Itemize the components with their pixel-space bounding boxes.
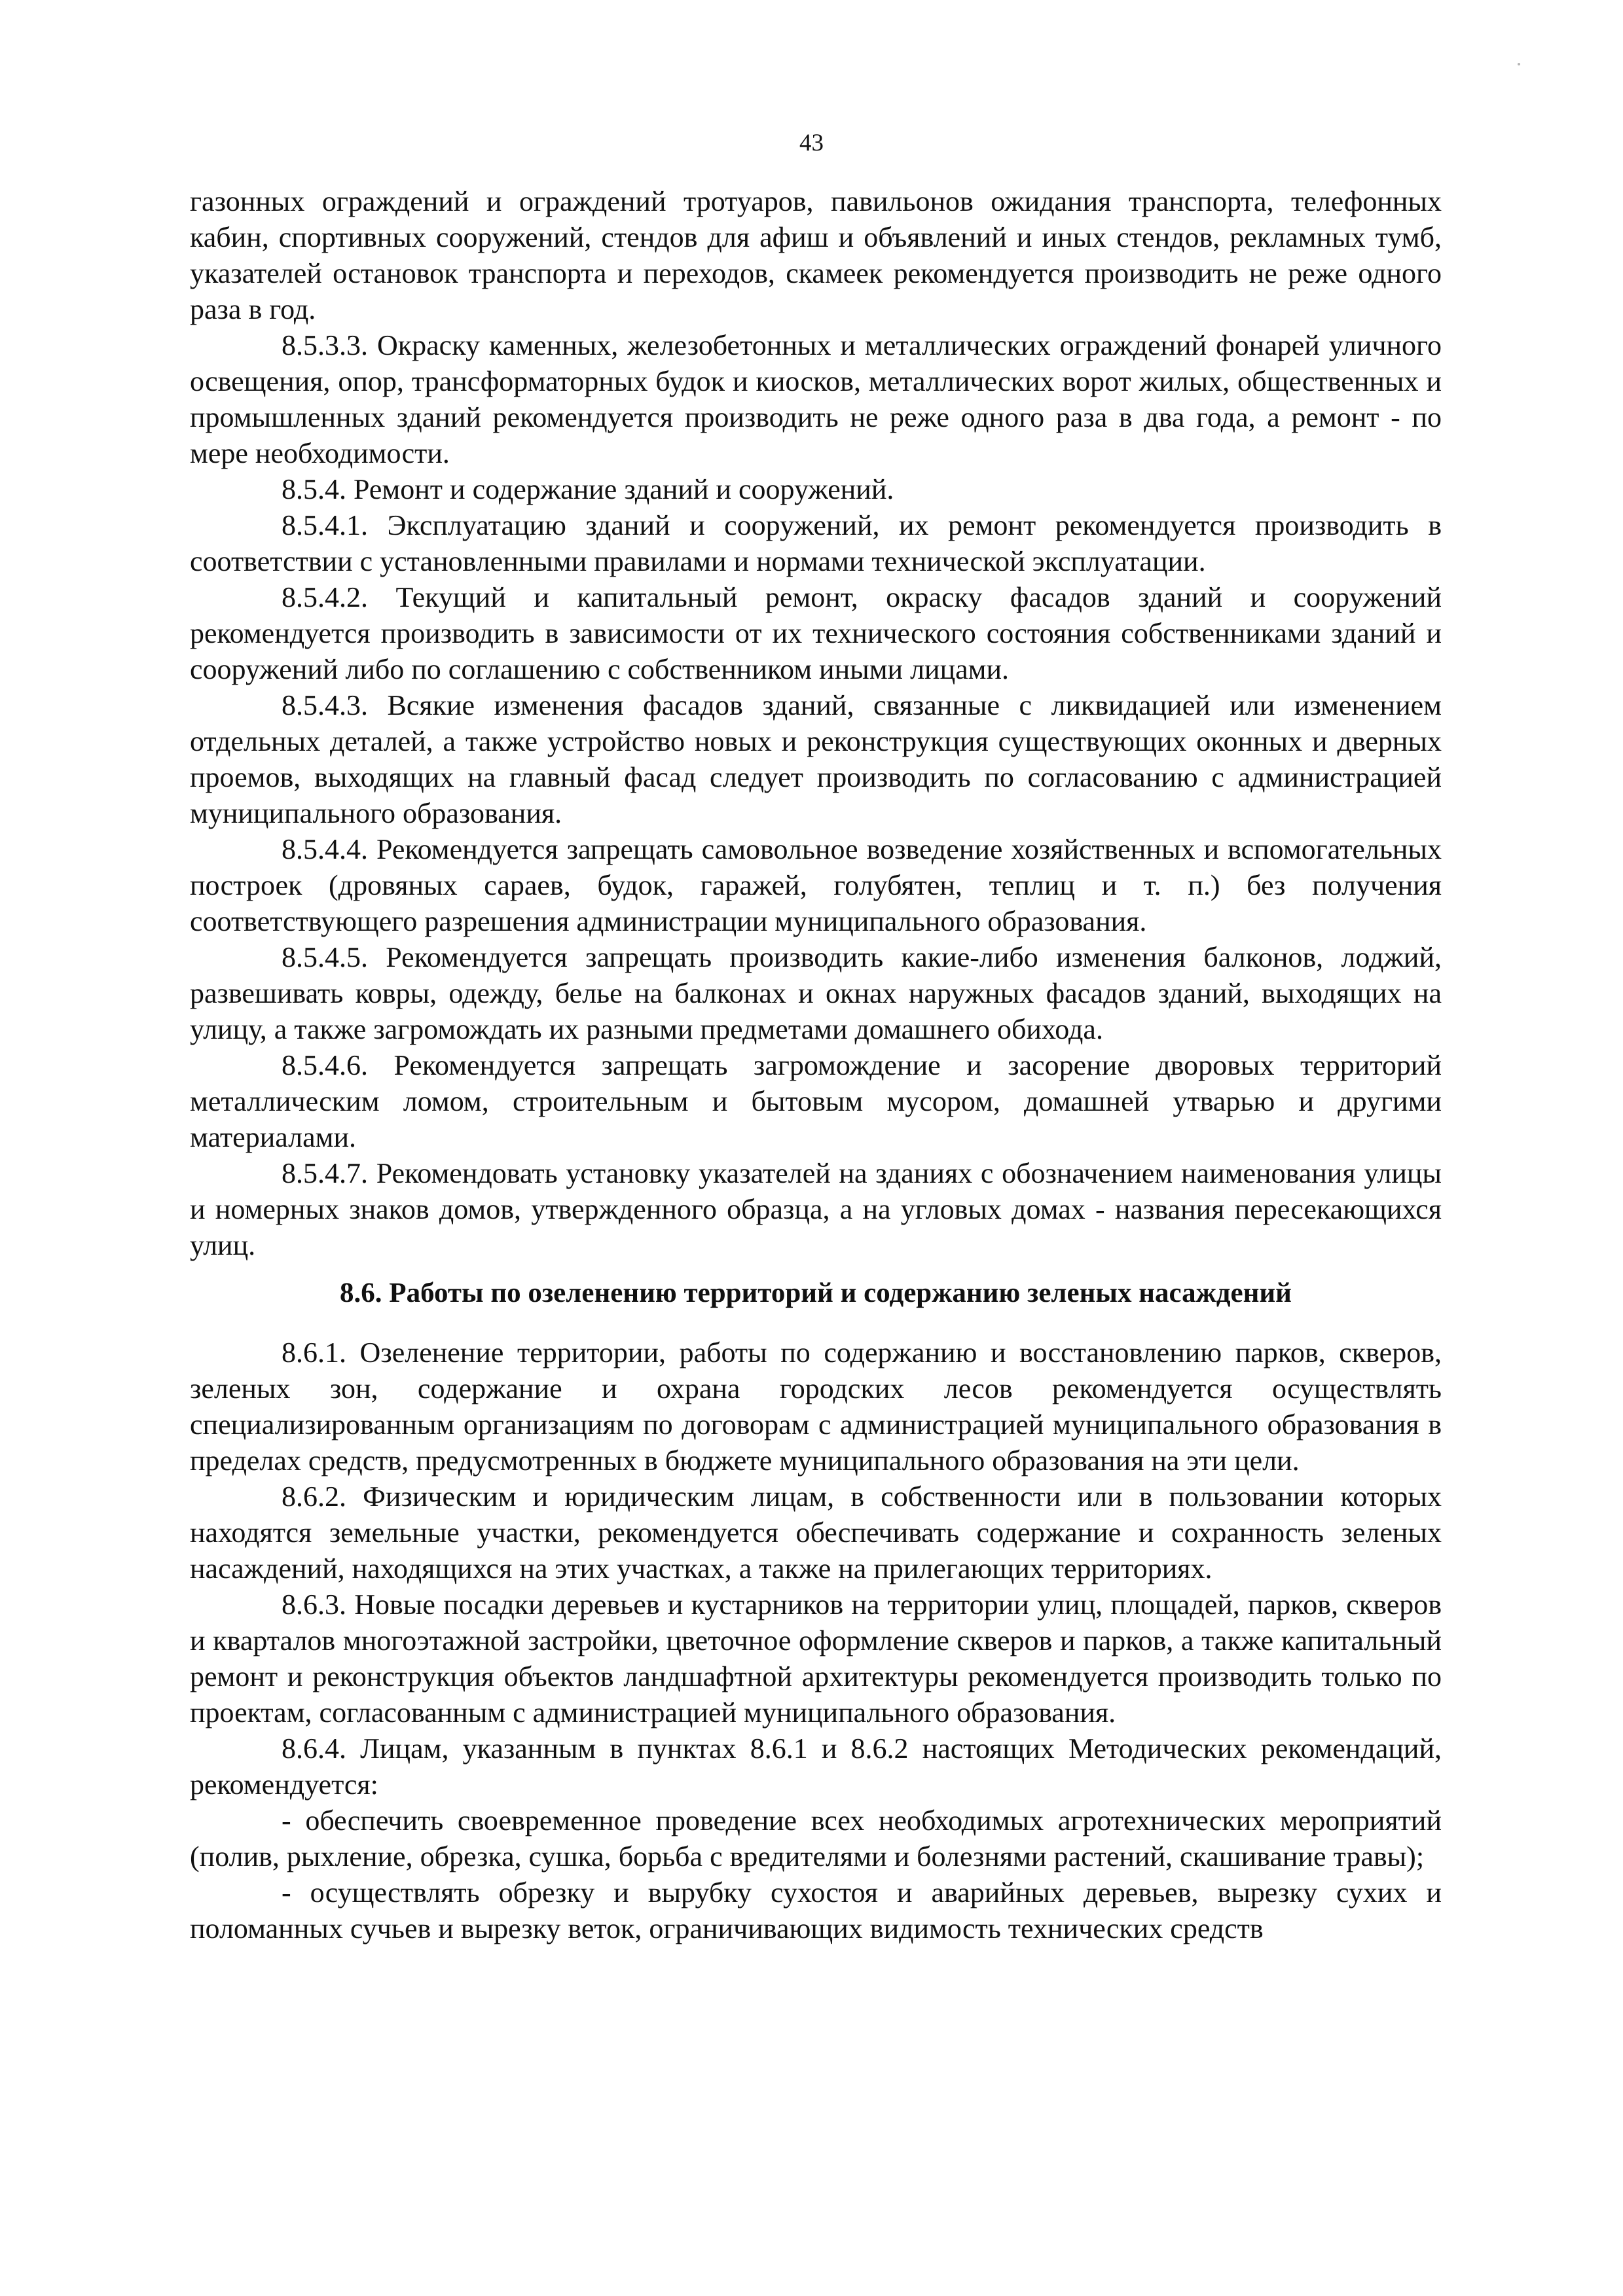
paragraph-continuation: газонных ограждений и ограждений тротуаров, павильонов ожидания транспорта, телефонных кабин, спортивных сооружений, стендов для афиш и объявлений и иных стендов, рекламных тумб, указателей остановок транспорта и переходов, скамеек рекомендуется производить не реже одного раза в год. bbox=[190, 185, 1442, 325]
paragraph-8-6-1: 8.6.1. Озеленение территории, работы по содержанию и восстановлению парков, скверов, зеленых зон, содержание и охрана городских лесов рекомендуется осуществлять специализированным организациям по договорам с администрацией муниципального образования в пределах средств, предусмотренных в бюджете муниципального образования на эти цели. bbox=[190, 1336, 1442, 1477]
section-heading-8-6: 8.6. Работы по озеленению территорий и содержанию зеленых насаждений bbox=[340, 1278, 1292, 1308]
paragraph-8-5-4-2: 8.5.4.2. Текущий и капитальный ремонт, окраску фасадов зданий и сооружений рекомендуется производить в зависимости от их технического состояния собственниками зданий и сооружений либо по соглашению с собственником иными лицами. bbox=[190, 581, 1442, 685]
list-item-tree-pruning: - осуществлять обрезку и вырубку сухостоя и аварийных деревьев, вырезку сухих и поломанных сучьев и вырезку веток, ограничивающих видимость технических средств bbox=[190, 1876, 1442, 1945]
paragraph-8-5-4-1: 8.5.4.1. Эксплуатацию зданий и сооружений, их ремонт рекомендуется производить в соответствии с установленными правилами и нормами технической эксплуатации. bbox=[190, 509, 1442, 577]
paragraph-8-5-4: 8.5.4. Ремонт и содержание зданий и сооружений. bbox=[282, 473, 894, 505]
paragraph-8-5-4-6: 8.5.4.6. Рекомендуется запрещать загромождение и засорение дворовых территорий металлическим ломом, строительным и бытовым мусором, домашней утварью и другими материалами. bbox=[190, 1049, 1442, 1153]
paragraph-8-6-3: 8.6.3. Новые посадки деревьев и кустарников на территории улиц, площадей, парков, скверов и кварталов многоэтажной застройки, цветочное оформление скверов и парков, а также капитальный ремонт и реконструкция объектов ландшафтной архитектуры рекомендуется производить только по проектам, согласованным с администрацией муниципального образования. bbox=[190, 1588, 1442, 1729]
paragraph-8-5-4-3: 8.5.4.3. Всякие изменения фасадов зданий, связанные с ликвидацией или изменением отдельных деталей, а также устройство новых и реконструкция существующих оконных и дверных проемов, выходящих на главный фасад следует производить по согласованию с администрацией муниципального образования. bbox=[190, 689, 1442, 829]
paragraph-8-5-4-7: 8.5.4.7. Рекомендовать установку указателей на зданиях с обозначением наименования улицы и номерных знаков домов, утвержденного образца, а на угловых домах - названия пересекающихся улиц. bbox=[190, 1157, 1442, 1261]
paragraph-8-6-4: 8.6.4. Лицам, указанным в пунктах 8.6.1 и 8.6.2 настоящих Методических рекомендаций, рекомендуется: bbox=[190, 1732, 1442, 1801]
scan-speck bbox=[1518, 63, 1520, 65]
paragraph-8-6-2: 8.6.2. Физическим и юридическим лицам, в собственности или в пользовании которых находятся земельные участки, рекомендуется обеспечивать содержание и сохранность зеленых насаждений, находящихся на этих участках, а также на прилегающих территориях. bbox=[190, 1480, 1442, 1585]
list-item-agrotechnical: - обеспечить своевременное проведение всех необходимых агротехнических мероприятий (полив, рыхление, обрезка, сушка, борьба с вредителями и болезнями растений, скашивание травы); bbox=[190, 1804, 1442, 1873]
page-number: 43 bbox=[799, 130, 824, 156]
paragraph-8-5-3-3: 8.5.3.3. Окраску каменных, железобетонных и металлических ограждений фонарей уличного освещения, опор, трансформаторных будок и киосков, металлических ворот жилых, общественных и промышленных зданий рекомендуется производить не реже одного раза в два года, а ремонт - по мере необходимости. bbox=[190, 329, 1442, 469]
paragraph-8-5-4-4: 8.5.4.4. Рекомендуется запрещать самовольное возведение хозяйственных и вспомогательных построек (дровяных сараев, будок, гаражей, голубятен, теплиц и т. п.) без получения соответствующего разрешения администрации муниципального образования. bbox=[190, 833, 1442, 937]
paragraph-8-5-4-5: 8.5.4.5. Рекомендуется запрещать производить какие-либо изменения балконов, лоджий, развешивать ковры, одежду, белье на балконах и окнах наружных фасадов зданий, выходящих на улицу, а также загромождать их разными предметами домашнего обихода. bbox=[190, 941, 1442, 1045]
document-body bbox=[190, 183, 1442, 1946]
